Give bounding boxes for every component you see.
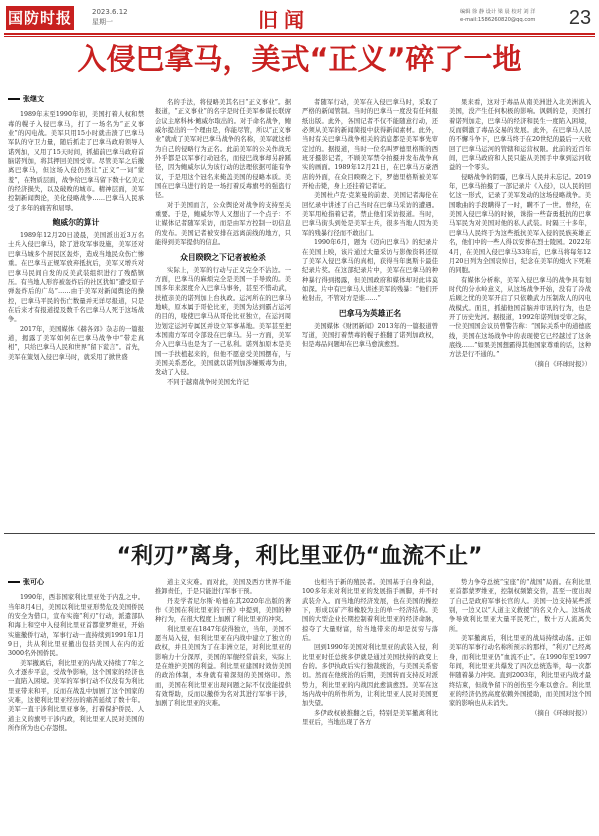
paragraph: 势力争夺总统“宝座”的“战国”局面。在利比里亚首都蒙罗维亚，控制权频繁交替，甚至一度出现了自己是政府军事长官的人。美国一边支持某些派别，一边又以“人道主义救援”的名义介入。这场战争导致利比里亚大量平民死亡，数十万人流离失所。 (449, 579, 591, 633)
masthead-rule (4, 33, 595, 35)
paragraph: 美军撤离后，利比里亚的内战又持续了7年之久才逐步平息，受战争影响，这个国家的经济也一直陷入困境。美军的军事行动不仅没有为利比里亚带来和平，反而在战乱中加剧了这个国家的灾难，这使利比里亚经历的痛苦延续了数十年。美军一直干涉利比里亚事务，打着保护侨民、人道主义的旗号干涉内政，利比里亚人民对美国的所作所为也心存怨恨。 (8, 659, 144, 733)
staff-line-1: 编辑 徐 静 设计 梁 晨 校对 刘 洋 (460, 9, 536, 15)
article1-byline (8, 95, 144, 104)
article2-author: 张可心 (23, 578, 44, 586)
section-title: 旧闻 (258, 8, 310, 32)
page-number: 23 (568, 7, 592, 29)
paragraph: 美国媒体《财团新闻》2013年的一篇报道曾写道，美国打着禁毒的幌子推翻了诺列加政权，但是毒品问题却在巴拿马愈演愈烈。 (302, 322, 438, 349)
article2-column-4 (449, 578, 591, 832)
article2-byline (8, 578, 144, 587)
paragraph: 果来看，这对于毒品从南美洲进入北美洲流入美国，没产生任何积极的影响。讽刺的是，美国打着诺列加走，巴拿马的经济和民生一度陷入困境，反而刺激了毒品交易的发展。此外，在巴拿马人民的不懈斗争下，巴拿马终于在20世纪的最后一天收回了巴拿马运河的管辖和运营权限。此前的近百年间，巴拿马政府和人民只能从美国手中拿到运河收益的一个零头。 (449, 99, 591, 172)
article1-subheading-3: 巴拿马为英雄正名 (338, 308, 402, 318)
article1-subheading-1: 鲍威尔的算计 (52, 218, 100, 228)
article1-subheading-2: 众目睽睽之下记者被枪杀 (180, 252, 266, 262)
staff-line-2: e-mail:1586260820@qq.com (460, 17, 536, 23)
paragraph: 美国杜卢克·克莱曼的前妻、美国记者海伦在回忆录中讲述了自己当时在巴拿马采访的遭遇。美军用枪指着记者，禁止他们采访报道。当时，巴拿马街头到处是美军士兵，很多当地人因为美军的残暴行径而不敢出门。 (302, 192, 438, 237)
article2-column-3 (302, 578, 438, 832)
paragraph: 侵略战争的阴霾，巴拿马人民并未忘记。2019年，巴拿马拍摄了一部记录片《入侵》，以人民的回忆这一形式，记录了美军发动的这场侵略战争。美国歌曲的手段瞒得了一时，瞒不了一世。曾经，在美国入侵巴拿马的时候，诛指一些奋勇抵抗的巴拿马军民为对美国对他的私人武装。时隔三十多年，巴拿马人民终于为这些抵抗美军入侵的民族英雄正名，他们中的一些人得以安葬在烈士陵园。2022年4月，在美国入侵巴拿马33年后，巴拿马将每年12月20日列为全国哀悼日，纪念在美军的炮火下死难的同胞。 (449, 173, 591, 275)
article1-column-1 (8, 95, 144, 531)
paragraph: 美军撤离后，利比里亚的战局持续动荡。正如美军的军事行动名称所预示的那样，“利刃”已经离身，而利比里亚仍“血流不止”。在1990年至1997年间，利比里亚共爆发了四次总统选举，每一次都伴随着暴力冲突。直到2003年，利比里亚内战才最终结束，但战争留下的创伤至今难以愈合。利比里亚的经济仍然高度依赖外国援助，而美国对这个国家的影响也从未消失。 (449, 635, 591, 708)
paragraph: 2017年，美国媒体《赫各郊》杂志的一篇报道，揭露了美军如何在巴拿马战争中“带走真相”，只给巴拿马人民和世界“留下谎言”。首先，美军在策划入侵巴拿马时，就采用了掀世盛 (8, 325, 144, 361)
issue-weekday: 星期一 (92, 18, 113, 26)
article2-column-1 (8, 578, 144, 832)
issue-date: 2023.6.12 (92, 8, 128, 16)
article1-source-note: （摘自《环球时报》） (531, 360, 591, 368)
paragraph: 名的手法，将侵略美其名曰“正义事业”。据报道，“正义事业”的名字是时任美军参谋长联席会议主席科林·鲍威尔取出的。对于命名战争，鲍威尔提出的一个理由是，你能尽管，所以“正义事业”就成了美军对巴拿马战争的名称，美军就这样为自己的侵略行为正名。此前美军的公关作战无外乎都是以军事行动冠名，而侵巴战事却另辟蹊径，因为鲍威尔认为该行动的法理依据可能有争议，于是用这个冠名来掩盖美国的侵略本质。美国在巴拿马进行的是一场打着反毒旗号的强盗行径。 (155, 99, 291, 200)
staff-credits (460, 8, 560, 24)
paragraph: 1990年，西非国家利比里亚处于内乱之中。当年8月4日，美国以利比里亚形势危及美国侨民的安全为借口，宣布实施“利刃”行动，派遣部队和海上和空中入侵利比里亚首都蒙罗维亚，开始实施撤侨行动，军事行动一直持续到1991年1月9日，共从利比里亚撤出包括美国人在内的近3000名外国侨民。 (8, 594, 144, 658)
masthead-rule-thin (4, 36, 595, 37)
article1-headline: 入侵巴拿马，美式“正义”碎了一地 (77, 42, 522, 76)
paragraph: 1989年12月20日凌晨，美国派出近3万名士兵入侵巴拿马，除了进攻军事设施，美军还对巴拿马城多个居民区轰炸，造成当地民众伤亡惨重。在巴拿马正规军放弃抵抗后，美军又增兵对巴拿马民间自发的反美武装组织进行了残酷镇压。有当地人形容被轰炸后的社区犹如“遭受原子弹轰炸后的广岛”……由于美军对新闻舆论的操控，巴拿马平民的伤亡数量并无详尽报道，只是在后来才有报道提及数千名巴拿马人死于这场战争。 (8, 232, 144, 324)
paragraph: 多伊政权被推翻之后，特别是美军撤离利比里亚后，当地出现了各方 (302, 709, 438, 727)
paragraph: 有媒体分析称，美军入侵巴拿马的战争具有划时代的分水岭意义，从这场战争开始，没有了冷战后顾之忧的美军开启了只依赖武力压制敌人的闪电战模式。面且，抓捕他国首脑并审讯的行为，也是开了历史先河。据报道，1992年诺列加受审之际，一位美国国会议员曾警告称：“国际关系中的道德底线，美国在这场战争中的表现使它已经越过了这条底线……”如果美国想霸得其他国家尊重的话，这种方法是行不通的。” (449, 276, 591, 359)
paragraph: 实际上，美军的行动与正义完全不沾边。一方面，巴拿马的麻烦完全是美国一手导致的。美国多年来深度介入巴拿马事务，甚至不惜动武，扶植亲美的诺列加上台执政。运河所在的巴拿马地峡，原本属于哥伦比亚，美国为达到霸占运河的目的，唆使巴拿马从哥伦比亚独立，在运河周边划定运河专属区并设立军事基地。美军甚至把本国南方军司令部设在巴拿马。另一方面，美军介入巴拿马也是为了一己私利。诺列加原本是美国一手扶植起来的，但他不愿意受美国摆布，与美国关系恶化，美国就以诺列加涉嫌贩毒为由，发动了入侵。 (155, 266, 291, 377)
article-divider (4, 533, 595, 534)
paragraph: 对于美国而言，公众舆论对战争的支持至关重要。于是，鲍威尔等人又想出了一个点子：不让媒体记者随军采访，而是由军方控制一切信息的发布。美国记者被安排在远离前线的地方，只能得到美军提供的信息。 (155, 201, 291, 247)
paragraph: 1989年末至1990年初，美国打着人权和禁毒的幌子入侵巴拿马，打了一场名为“正义事业”的闪电战。美军只用15小时就击溃了巴拿马军队的守卫力量，随后抓走了巴拿马政府领导人诺列加，又用了15天时间，抓捕前巴拿马政府首脑诺列加，将其押回美国受审。尽管美军之后撤离巴拿马，但这场入侵仍然让“正义”一词“蒙羞”，在物质层面，战争给巴拿马留下数十亿美元的经济损失，以及破败的城市。精神层面，美军控制新闻舆论，美化侵略战争……巴拿马人民承受了多年的痛苦和屈辱。 (8, 111, 144, 212)
article1-column-3 (302, 98, 438, 531)
article2-source-note: （摘自《环球时报》） (531, 709, 591, 717)
article1-column-2 (155, 98, 291, 531)
paragraph: 利比里亚在1847年获得独立，当年，美国不愿当局入侵，但利比里亚在内战中建立了独立的政权，并且美国为了在非洲立足，对利比里亚的影响力十分深厚，美国的军舰经常前来，实际上是在维护美国的利益。利比里亚建国时效仿美国的政治体制，本身就有着深刻的美国烙印。然而，美国在利比里亚出现问题之际不仅没能提供有效帮助，反而以撤侨为名对其进行军事干涉，加剧了利比里亚的灾难。 (155, 625, 291, 708)
paragraph: 道主义灾难。而对此，美国及西方世界不能推卸责任，于是只能进行军事干预。 (155, 579, 291, 596)
article2-column-2 (155, 578, 291, 832)
newspaper-logo: 国防时报 (6, 6, 74, 30)
issue-date-block (92, 7, 128, 27)
byline-dash-icon (8, 98, 20, 100)
paragraph: 者随军行动，美军在入侵巴拿马时，采取了严格的新闻管制。当时的巴拿马一度没有任何报纸出版。此外，各国记者不仅不能随意行动，还必须从美军的新闻简报中获得新闻素材。此外，当时有关巴拿马战争相关的消息都是美军事先审定过的。据报道，当时一位名叫罗德里格斯的西班牙摄影记者，不顾美军禁令拍摄并发布战争真实的画面。1989年12月21日，在巴拿马万豪酒店的外面，在众目睽睽之下，罗德里格斯被美军开枪击毙，身上还挂着记者证。 (302, 99, 438, 191)
paragraph: 回到1990年美国对利比里亚的武装入侵，利比里亚时任总统多伊就是通过美国扶持的政变上台的。多伊执政后实行独裁统治，与美国关系密切。然而在他统治的后期，美国转而支持反对派势力，利比里亚的内战因此愈演愈烈。美军在这场内战中的所作所为，让利比里亚人民对美国更加失望。 (302, 644, 438, 708)
paragraph: 丹麦学者尼尔斯·哈德在其2020年出版的著作《美国在利比里亚的干预》中提到，美国的种种行为，在很大程度上加剧了利比里亚的冲突。 (155, 597, 291, 624)
article2-headline: “利刃”离身，利比里亚仍“血流不止” (116, 544, 483, 569)
paragraph: 也相当于新的殖民者。美国基于自身利益，100多年来对利比里亚的发展指手画脚，并不时武装介入。而当地的经济发展，也在美国的操控下，形成以矿产和橡胶为主的单一经济结构。美国的大型企业长期控制着利比里亚的经济命脉，掠夺了大量财富，给当地带来的却是贫穷与落后。 (302, 579, 438, 643)
byline-dash-icon (8, 581, 20, 583)
paragraph: 不同于越南战争时美国允许记 (167, 378, 249, 386)
article1-column-4 (449, 98, 591, 531)
article1-author: 张继文 (23, 95, 44, 103)
paragraph: 1990年6月，题为《迈向巴拿马》的纪录片在美国上映，该片通过大量采访与影像资料还原了美军入侵巴拿马的真相，获得当年奥斯卡最佳纪录片奖。在这部纪录片中，美军在巴拿马的种种暴行得到揭露，但美国政府和媒体却对此讳莫如深。片中有巴拿马人讲述美军的残暴：“他们开枪射击，不管对方是谁……” (302, 239, 438, 303)
